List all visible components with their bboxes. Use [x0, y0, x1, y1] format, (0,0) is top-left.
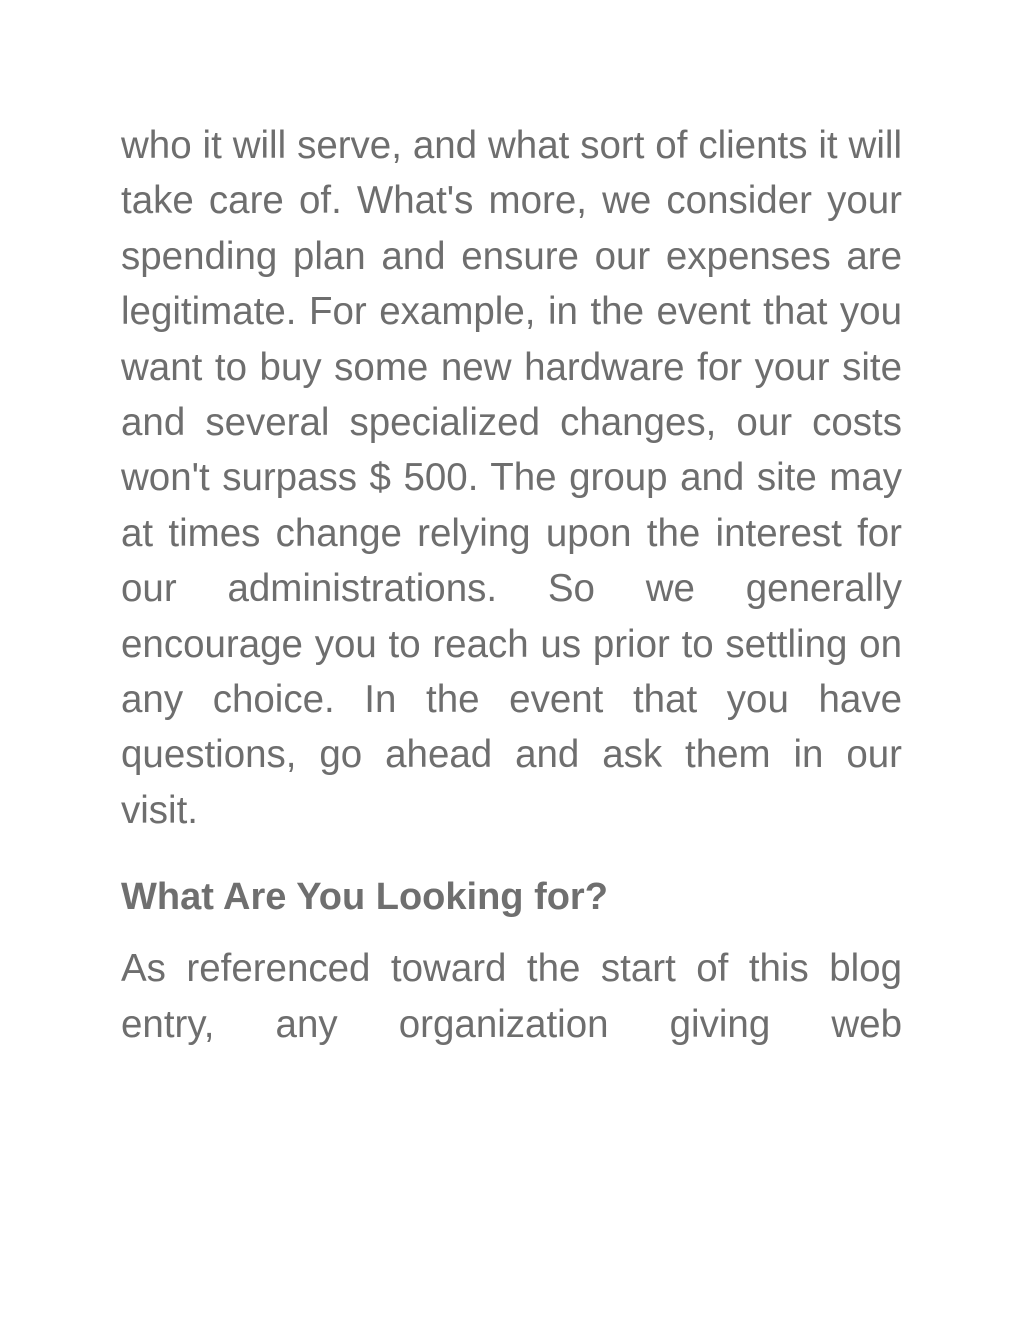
section-heading: What Are You Looking for?: [121, 876, 608, 919]
body-paragraph-continued: As referenced toward the start of this blog entry, any organization giving web: [121, 947, 902, 1046]
document-page: [121, 118, 902, 1052]
body-paragraph: who it will serve, and what sort of clients it will take care of. What's more, we consider your spending plan and ensure our expenses are legitimate. For example, in the event that you want to buy some new hardware for your site and several specialized changes, our costs won't surpass $ 500. The group and site may at times change relying upon the interest for our administrations. So we generally encourage you to reach us prior to settling on any choice. In the event that you have questions, go ahead and ask them in our visit.: [121, 124, 902, 832]
